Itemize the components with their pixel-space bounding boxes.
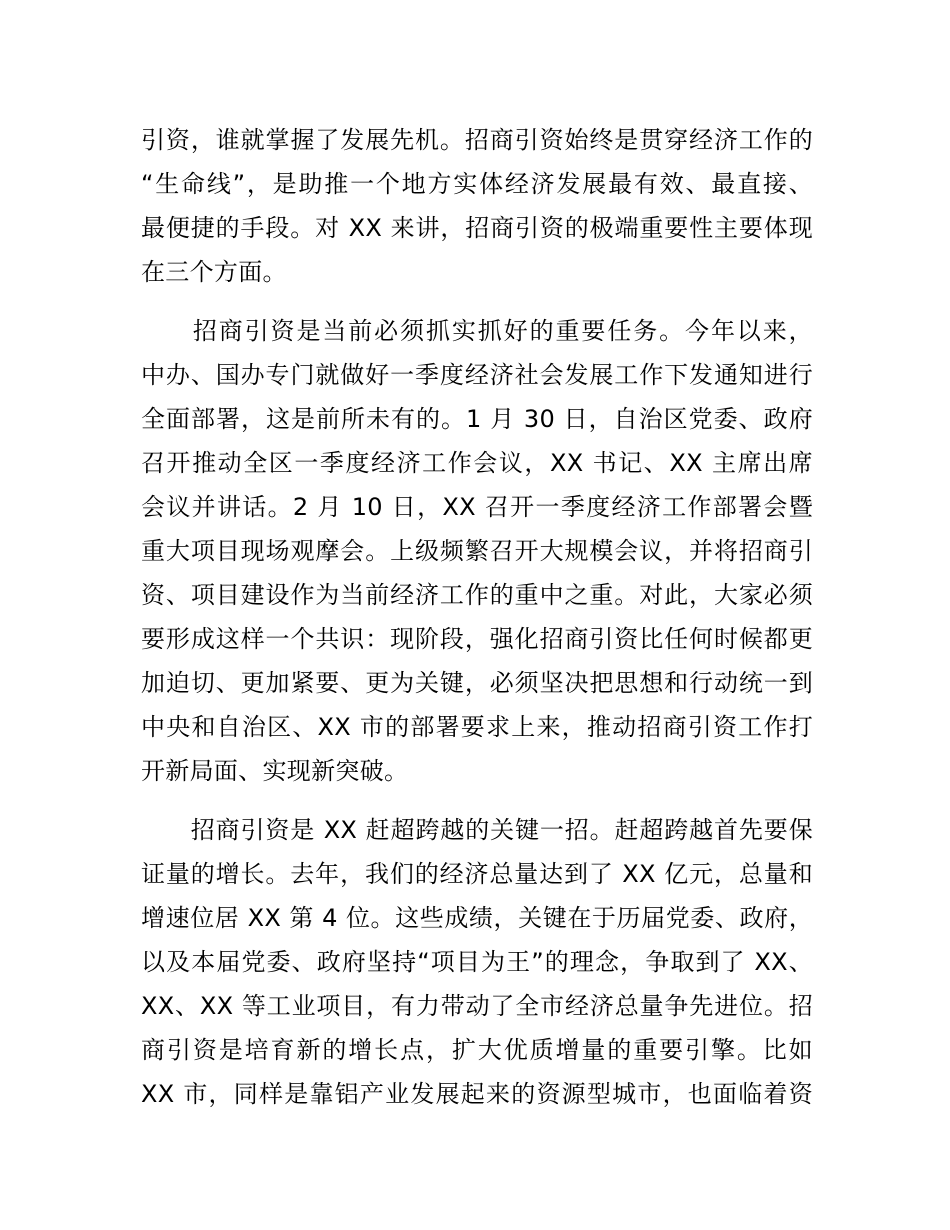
text-line: 资、项目建设作为当前经济工作的重中之重。对此，大家必须: [141, 581, 813, 609]
text-line: 中办、国办专门就做好一季度经济社会发展工作下发通知进行: [141, 361, 813, 389]
text-line: 会议并讲话。2 月 10 日，XX 召开一季度经济工作部署会暨: [141, 493, 813, 521]
text-line: 召开推动全区一季度经济工作会议，XX 书记、XX 主席出席: [141, 449, 813, 477]
text-line: 中央和自治区、XX 市的部署要求上来，推动招商引资工作打: [141, 713, 813, 741]
text-line: 重大项目现场观摩会。上级频繁召开大规模会议，并将招商引: [141, 537, 813, 565]
text-line: XX、XX 等工业项目，有力带动了全市经济总量争先进位。招: [141, 992, 813, 1020]
paragraph-3: [141, 808, 813, 1116]
text-line: 招商引资是当前必须抓实抓好的重要任务。今年以来，: [141, 317, 813, 345]
text-line: “生命线”，是助推一个地方实体经济发展最有效、最直接、: [141, 170, 813, 198]
paragraph-1: [141, 118, 813, 294]
text-line: 在三个方面。: [141, 258, 287, 286]
text-line: 增速位居 XX 第 4 位。这些成绩，关键在于历届党委、政府，: [141, 904, 813, 932]
text-line: 引资，谁就掌握了发展先机。招商引资始终是贯穿经济工作的: [141, 126, 813, 154]
text-line: XX 市，同样是靠铝产业发展起来的资源型城市，也面临着资: [141, 1080, 813, 1108]
text-line: 商引资是培育新的增长点，扩大优质增量的重要引擎。比如: [141, 1036, 813, 1064]
text-line: 证量的增长。去年，我们的经济总量达到了 XX 亿元，总量和: [141, 860, 813, 888]
text-line: 最便捷的手段。对 XX 来讲，招商引资的极端重要性主要体现: [141, 214, 813, 242]
text-line: 招商引资是 XX 赶超跨越的关键一招。赶超跨越首先要保: [141, 816, 813, 844]
text-line: 以及本届党委、政府坚持“项目为王”的理念，争取到了 XX、: [141, 948, 813, 976]
document-body: [141, 118, 813, 1116]
text-line: 要形成这样一个共识：现阶段，强化招商引资比任何时候都更: [141, 625, 813, 653]
paragraph-2: [141, 309, 813, 793]
text-line: 开新局面、实现新突破。: [141, 757, 409, 785]
text-line: 加迫切、更加紧要、更为关键，必须坚决把思想和行动统一到: [141, 669, 813, 697]
text-line: 全面部署，这是前所未有的。1 月 30 日，自治区党委、政府: [141, 405, 813, 433]
